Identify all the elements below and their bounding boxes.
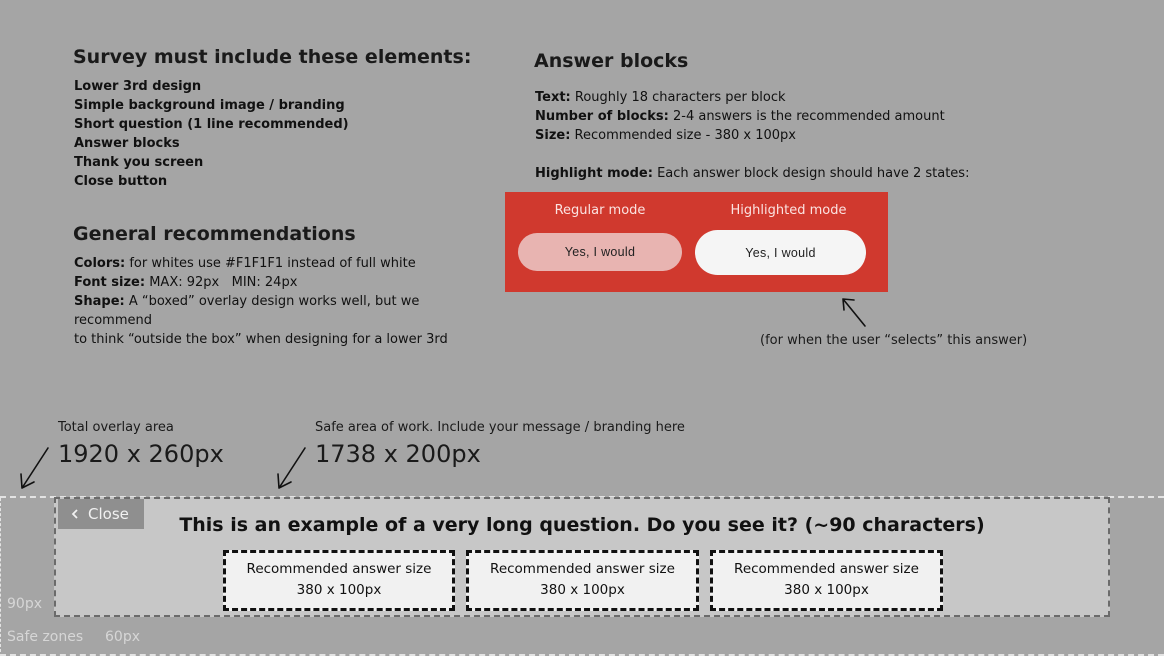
font-size-label: Font size:: [74, 275, 146, 290]
arrow-down-left-icon: [16, 444, 52, 492]
font-size-text: MAX: 92px MIN: 24px: [149, 275, 298, 290]
answer-modes-panel: [505, 192, 888, 292]
answer-block[interactable]: [223, 550, 455, 611]
list-item: Simple background image / branding: [74, 98, 345, 113]
overlay-left-edge: [0, 498, 2, 652]
size-label: Size:: [535, 128, 571, 143]
shape-label: Shape:: [74, 294, 125, 309]
close-button-label: Close: [88, 505, 129, 523]
text-value: Roughly 18 characters per block: [574, 90, 786, 105]
answer-blocks-title: Answer blocks: [534, 50, 689, 72]
highlight-value: Each answer block design should have 2 states:: [657, 166, 970, 181]
list-item: Lower 3rd design: [74, 79, 202, 94]
total-overlay-label: Total overlay area: [58, 420, 174, 435]
highlighted-answer-button[interactable]: Yes, I would: [695, 230, 866, 275]
safe-area-size: 1738 x 200px: [315, 440, 481, 468]
total-overlay-size: 1920 x 260px: [58, 440, 224, 468]
requirements-list: [74, 77, 349, 191]
selection-note: (for when the user “selects” this answer): [760, 333, 1028, 348]
answer-line1: Recommended answer size: [246, 561, 432, 577]
answer-blocks-body: [535, 88, 1135, 183]
answer-block[interactable]: [710, 550, 943, 611]
arrow-up-left-icon: [838, 294, 870, 330]
text-label: Text:: [535, 90, 571, 105]
safe-zone-60px: 60px: [105, 629, 140, 645]
highlighted-mode-label: Highlighted mode: [730, 203, 847, 218]
list-item: Thank you screen: [74, 155, 204, 170]
general-body: [74, 254, 494, 349]
safe-area-label: Safe area of work. Include your message / branding here: [315, 420, 685, 435]
colors-label: Colors:: [74, 256, 126, 271]
answer-line1: Recommended answer size: [734, 561, 919, 577]
answer-block[interactable]: [466, 550, 699, 611]
list-item: Close button: [74, 174, 168, 189]
answer-line1: Recommended answer size: [490, 561, 675, 577]
size-value: Recommended size - 380 x 100px: [574, 128, 796, 143]
shape-text-continued: to think “outside the box” when designing for a lower 3rd: [74, 332, 448, 347]
list-item: Answer blocks: [74, 136, 180, 151]
safe-zone-90px: 90px: [7, 596, 42, 612]
safe-area: [54, 497, 1110, 617]
colors-text: for whites use #F1F1F1 instead of full white: [129, 256, 416, 271]
regular-mode-label: Regular mode: [554, 203, 646, 218]
answer-line2: 380 x 100px: [784, 582, 869, 598]
arrow-down-left-icon: [273, 444, 309, 492]
answer-line2: 380 x 100px: [296, 582, 382, 598]
list-item: Short question (1 line recommended): [74, 117, 349, 132]
general-title: General recommendations: [73, 223, 356, 245]
number-value: 2-4 answers is the recommended amount: [672, 109, 945, 124]
highlight-label: Highlight mode:: [535, 166, 653, 181]
requirements-title: Survey must include these elements:: [73, 46, 472, 68]
number-label: Number of blocks:: [535, 109, 669, 124]
regular-answer-button[interactable]: Yes, I would: [518, 233, 682, 271]
answer-line2: 380 x 100px: [540, 582, 625, 598]
shape-text: A “boxed” overlay design works well, but we recommend: [74, 294, 420, 328]
question-text: This is an example of a very long question. Do you see it? (~90 characters): [179, 514, 985, 536]
safe-zones-label: Safe zones: [7, 629, 84, 645]
